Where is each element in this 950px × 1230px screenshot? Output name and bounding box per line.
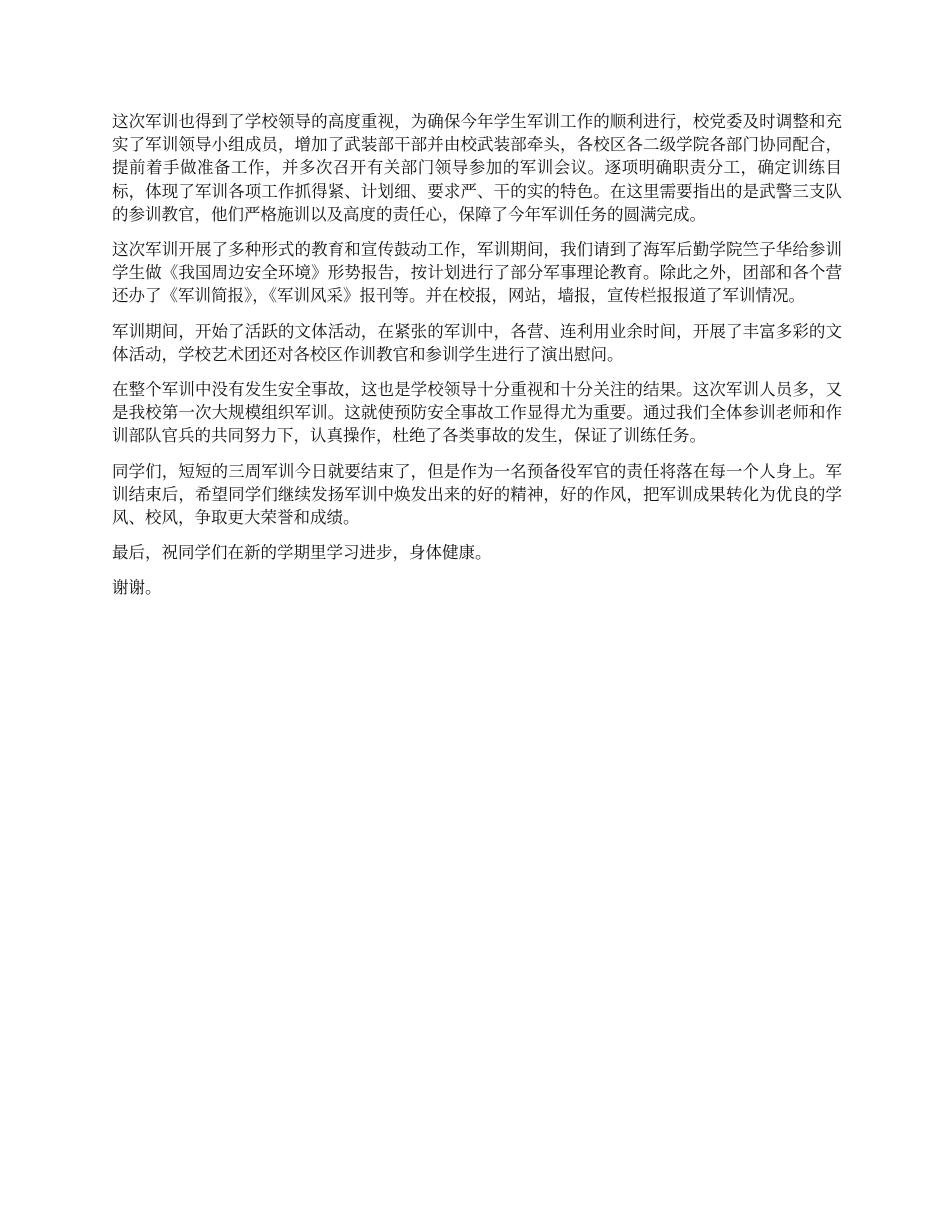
paragraph-leadership-attention: 这次军训也得到了学校领导的高度重视，为确保今年学生军训工作的顺利进行，校党委及时调整和充实了军训领导小组成员，增加了武装部干部并由校武装部牵头，各校区各二级学院各部门协同配合，提前着手做准备工作，并多次召开有关部门领导参加的军训会议。逐项明确职责分工，确定训练目标，体现了军训各项工作抓得紧、计划细、要求严、干的实的特色。在这里需要指出的是武警三支队的参训教官，他们严格施训以及高度的责任心，保障了今年军训任务的圆满完成。 [112, 112, 842, 224]
paragraph-safety: 在整个军训中没有发生安全事故，这也是学校领导十分重视和十分关注的结果。这次军训人员多，又是我校第一次大规模组织军训。这就使预防安全事故工作显得尤为重要。通过我们全体参训老师和作训部队官兵的共同努力下，认真操作，杜绝了各类事故的发生，保证了训练任务。 [112, 380, 842, 446]
paragraph-closing-hopes: 同学们，短短的三周军训今日就要结束了，但是作为一名预备役军官的责任将落在每一个人身上。军训结束后，希望同学们继续发扬军训中焕发出来的好的精神，好的作风，把军训成果转化为优良的学风、校风，争取更大荣誉和成绩。 [112, 461, 842, 528]
document-body [112, 110, 842, 612]
paragraph-education-propaganda: 这次军训开展了多种形式的教育和宣传鼓动工作，军训期间，我们请到了海军后勤学院竺子华给参训学生做《我国周边安全环境》形势报告，按计划进行了部分军事理论教育。除此之外，团部和各个营还办了《军训简报》，《军训风采》报刊等。并在校报，网站，墙报，宣传栏报报道了军训情况。 [112, 240, 842, 306]
paragraph-cultural-activities: 军训期间，开始了活跃的文体活动，在紧张的军训中，各营、连利用业余时间，开展了丰富多彩的文体活动，学校艺术团还对各校区作训教官和参训学生进行了演出慰问。 [112, 321, 842, 364]
paragraph-thanks: 谢谢。 [112, 578, 162, 598]
paragraph-wishes: 最后，祝同学们在新的学期里学习进步，身体健康。 [112, 543, 492, 563]
